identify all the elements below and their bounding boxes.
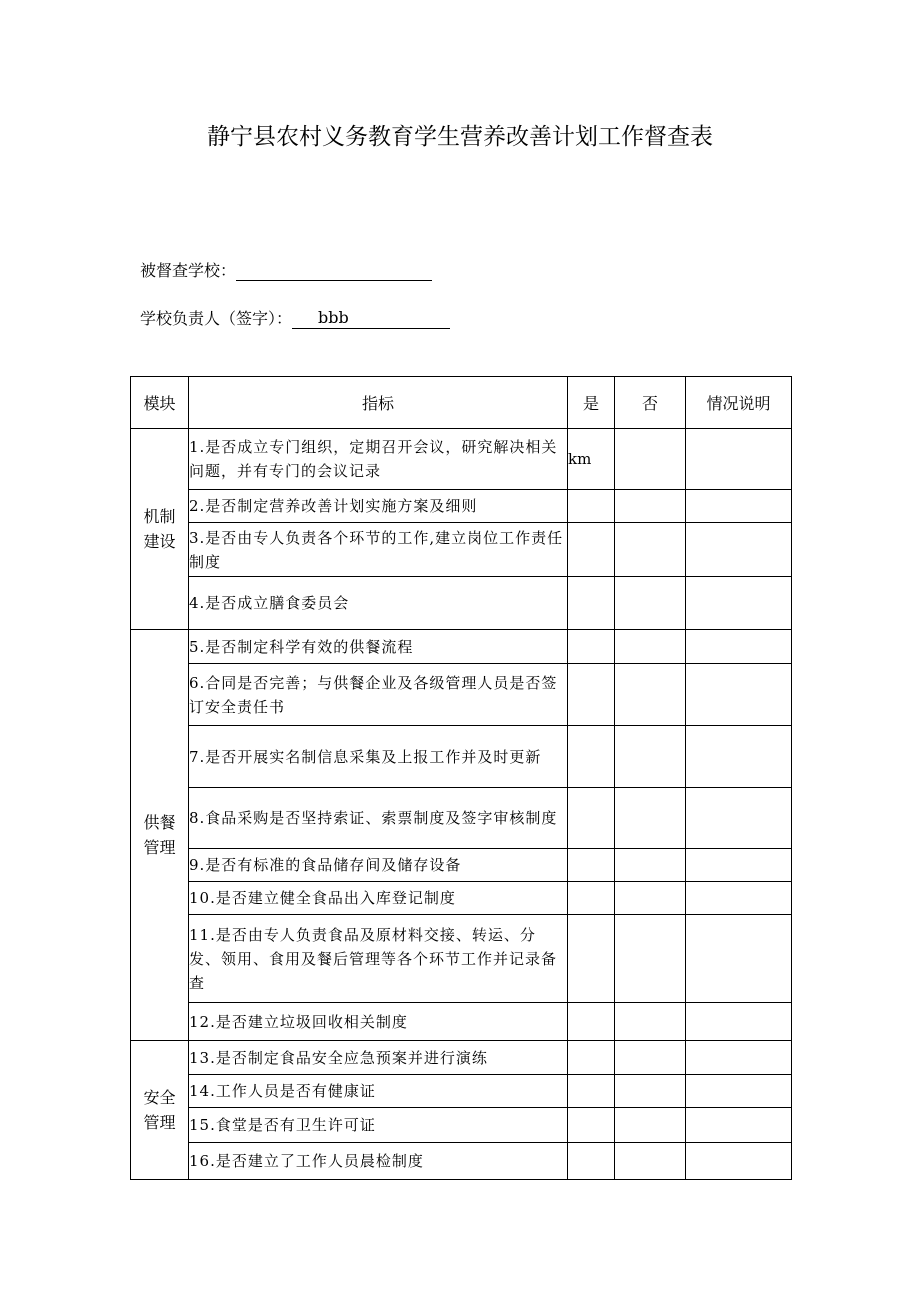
indicator-cell: 9.是否有标准的食品储存间及储存设备: [189, 849, 568, 882]
note-cell[interactable]: [686, 577, 792, 630]
school-label: 被督查学校：: [140, 261, 237, 280]
no-cell[interactable]: [615, 490, 686, 523]
yes-cell[interactable]: [568, 577, 615, 630]
note-cell[interactable]: [686, 630, 792, 664]
principal-field: [140, 306, 450, 329]
no-cell[interactable]: [615, 429, 686, 490]
header-cell: 是: [568, 377, 615, 429]
table-row: [131, 1108, 792, 1143]
no-cell[interactable]: [615, 523, 686, 577]
table-row: [131, 630, 792, 664]
no-cell[interactable]: [615, 1041, 686, 1075]
table-row: [131, 915, 792, 1003]
indicator-cell: 13.是否制定食品安全应急预案并进行演练: [189, 1041, 568, 1075]
table-header-row: [131, 377, 792, 429]
note-cell[interactable]: [686, 1143, 792, 1180]
principal-label: 学校负责人（签字）：: [140, 309, 293, 328]
note-cell[interactable]: [686, 1108, 792, 1143]
table-row: [131, 849, 792, 882]
yes-cell[interactable]: [568, 849, 615, 882]
principal-value: bbb: [318, 308, 349, 327]
indicator-cell: 12.是否建立垃圾回收相关制度: [189, 1003, 568, 1041]
yes-cell[interactable]: km: [568, 429, 615, 490]
no-cell[interactable]: [615, 664, 686, 726]
no-cell[interactable]: [615, 1108, 686, 1143]
note-cell[interactable]: [686, 664, 792, 726]
indicator-cell: 14.工作人员是否有健康证: [189, 1075, 568, 1108]
no-cell[interactable]: [615, 1003, 686, 1041]
table-row: [131, 1075, 792, 1108]
no-cell[interactable]: [615, 882, 686, 915]
no-cell[interactable]: [615, 630, 686, 664]
table-row: [131, 577, 792, 630]
yes-cell[interactable]: [568, 882, 615, 915]
header-cell: 指标: [189, 377, 568, 429]
school-blank[interactable]: [236, 260, 432, 281]
inspection-table: [130, 376, 792, 1180]
note-cell[interactable]: [686, 1041, 792, 1075]
indicator-cell: 6.合同是否完善；与供餐企业及各级管理人员是否签订安全责任书: [189, 664, 568, 726]
yes-cell[interactable]: [568, 664, 615, 726]
note-cell[interactable]: [686, 849, 792, 882]
school-value: [236, 260, 262, 279]
table-row: [131, 664, 792, 726]
table-row: [131, 726, 792, 788]
table-row: [131, 788, 792, 849]
indicator-cell: 3.是否由专人负责各个环节的工作,建立岗位工作责任制度: [189, 523, 568, 577]
indicator-cell: 5.是否制定科学有效的供餐流程: [189, 630, 568, 664]
indicator-cell: 4.是否成立膳食委员会: [189, 577, 568, 630]
table-row: [131, 523, 792, 577]
module-cell: 安全 管理: [131, 1041, 189, 1180]
yes-cell[interactable]: [568, 630, 615, 664]
principal-blank[interactable]: [292, 308, 450, 329]
module-cell: 机制 建设: [131, 429, 189, 630]
indicator-cell: 1.是否成立专门组织，定期召开会议，研究解决相关问题，并有专门的会议记录: [189, 429, 568, 490]
no-cell[interactable]: [615, 726, 686, 788]
note-cell[interactable]: [686, 1003, 792, 1041]
header-cell: 情况说明: [686, 377, 792, 429]
header-cell: 模块: [131, 377, 189, 429]
indicator-cell: 7.是否开展实名制信息采集及上报工作并及时更新: [189, 726, 568, 788]
yes-cell[interactable]: [568, 726, 615, 788]
yes-cell[interactable]: [568, 490, 615, 523]
yes-cell[interactable]: [568, 1075, 615, 1108]
indicator-cell: 2.是否制定营养改善计划实施方案及细则: [189, 490, 568, 523]
yes-cell[interactable]: [568, 1041, 615, 1075]
no-cell[interactable]: [615, 849, 686, 882]
module-cell: 供餐 管理: [131, 630, 189, 1041]
table-body: [131, 429, 792, 1180]
no-cell[interactable]: [615, 577, 686, 630]
yes-cell[interactable]: [568, 1003, 615, 1041]
no-cell[interactable]: [615, 1143, 686, 1180]
note-cell[interactable]: [686, 726, 792, 788]
note-cell[interactable]: [686, 429, 792, 490]
yes-cell[interactable]: [568, 523, 615, 577]
table-row: [131, 429, 792, 490]
document-title: 静宁县农村义务教育学生营养改善计划工作督查表: [207, 124, 713, 150]
indicator-cell: 11.是否由专人负责食品及原材料交接、转运、分发、领用、食用及餐后管理等各个环节工作并记录备查: [189, 915, 568, 1003]
table-row: [131, 490, 792, 523]
indicator-cell: 8.食品采购是否坚持索证、索票制度及签字审核制度: [189, 788, 568, 849]
yes-cell[interactable]: [568, 1143, 615, 1180]
note-cell[interactable]: [686, 788, 792, 849]
school-field: [140, 258, 432, 281]
yes-cell[interactable]: [568, 1108, 615, 1143]
table-row: [131, 1143, 792, 1180]
note-cell[interactable]: [686, 882, 792, 915]
no-cell[interactable]: [615, 788, 686, 849]
no-cell[interactable]: [615, 915, 686, 1003]
yes-cell[interactable]: [568, 915, 615, 1003]
table-row: [131, 1041, 792, 1075]
note-cell[interactable]: [686, 523, 792, 577]
indicator-cell: 16.是否建立了工作人员晨检制度: [189, 1143, 568, 1180]
indicator-cell: 10.是否建立健全食品出入库登记制度: [189, 882, 568, 915]
note-cell[interactable]: [686, 915, 792, 1003]
no-cell[interactable]: [615, 1075, 686, 1108]
indicator-cell: 15.食堂是否有卫生许可证: [189, 1108, 568, 1143]
table-row: [131, 1003, 792, 1041]
header-cell: 否: [615, 377, 686, 429]
table-row: [131, 882, 792, 915]
yes-cell[interactable]: [568, 788, 615, 849]
note-cell[interactable]: [686, 1075, 792, 1108]
note-cell[interactable]: [686, 490, 792, 523]
